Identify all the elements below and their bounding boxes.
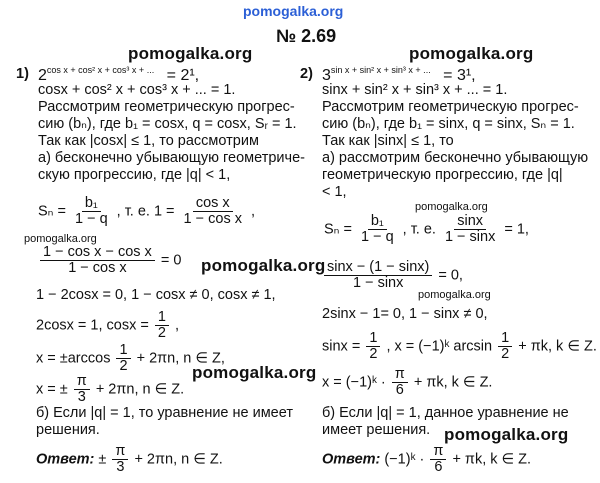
text-line: а) рассмотрим бесконечно убывающую [322, 150, 589, 166]
answer-label: Ответ: [322, 451, 381, 468]
equation: $3^{sin x + sin^2 x + sin^3 x + ...} = 3^1$, [322, 65, 476, 84]
text-line: Так как |sinx| ≤ 1, то [322, 133, 454, 149]
text-line: Рассмотрим геометрическую прогрес- [38, 99, 295, 115]
text-line: 1 − 2cosx = 0, 1 − cosx ≠ 0, cosx ≠ 1, [36, 287, 276, 303]
watermark: pomogalka.org [128, 44, 253, 63]
text-line: 2sinx − 1= 0, 1 − sinx ≠ 0, [322, 306, 488, 322]
base: 2 [38, 67, 47, 84]
text-line: геометрическую прогрессию, где |q| [322, 167, 563, 183]
fraction: $\frac{\text{1 − cos x − cos x}}{\text{1 − cos x}}$ [40, 245, 155, 276]
rhs: = 2¹, [166, 67, 200, 84]
item-label: 2) [300, 66, 313, 82]
text-line: б) Если |q| = 1, то уравнение не имеет [36, 405, 293, 421]
exponent: cos x + cos² x + cos³ x + ... [46, 65, 155, 75]
text-line: имеет решения. [322, 422, 431, 438]
text-line: сию (bₙ), где b₁ = sinx, q = sinx, Sₙ = 1. [322, 116, 575, 132]
text: , т. е. 1 = [116, 203, 175, 220]
item-label: 1) [16, 66, 29, 82]
text-line: sinx + sin² x + sin³ x + ... = 1. [322, 82, 508, 98]
formula-line: 2cosx = 1, cosx = $\frac{1}{2}$ , [36, 309, 180, 341]
text-line: скую прогрессию, где |q| < 1, [38, 167, 231, 183]
formula-sum [38, 196, 255, 227]
watermark: pomogalka.org [418, 289, 491, 301]
text-line: решения. [36, 422, 100, 438]
formula-zero [38, 245, 181, 276]
text-line: сию (bₙ), где b₁ = cosx, q = cosx, Sᵣ = 1. [38, 116, 297, 132]
watermark: pomogalka.org [415, 201, 488, 213]
formula-line: sinx = $\frac{1}{2}$ , x = (−1)ᵏ arcsin $\frac{1}{2}$ + πk, k ∈ Z. [322, 330, 597, 362]
watermark: pomogalka.org [444, 425, 569, 444]
text-line: Так как |cosx| ≤ 1, то рассмотрим [38, 133, 259, 149]
problem-number: № 2.69 [276, 26, 337, 46]
watermark: pomogalka.org [24, 233, 97, 245]
text-line: cosx + cos² x + cos³ x + ... = 1. [38, 82, 236, 98]
text-line: Рассмотрим геометрическую прогрес- [322, 99, 579, 115]
watermark: pomogalka.org [409, 44, 534, 63]
formula-line: x = (−1)ᵏ · $\frac{\pi}{6}$ + πk, k ∈ Z. [322, 366, 493, 398]
equation [38, 62, 199, 84]
watermark: pomogalka.org [192, 363, 317, 382]
answer-label: Ответ: [36, 451, 95, 468]
text-line: < 1, [322, 184, 347, 200]
text: , [251, 203, 256, 220]
watermark-top: pomogalka.org [243, 3, 344, 19]
sn: Sₙ = [38, 203, 66, 220]
watermark: pomogalka.org [201, 256, 326, 275]
answer: Ответ: (−1)ᵏ · $\frac{\pi}{6}$ + πk, k ∈ Z. [322, 443, 532, 475]
formula-sum: Sₙ = $\frac{\text{b₁}}{1 - q}$ , т. е. $\frac{\sin x}{1 - \sin x}$ = 1, [324, 213, 529, 245]
text-line: б) Если |q| = 1, данное уравнение не [322, 405, 569, 421]
formula-zero: $\frac{\sin x - (1 - \sin x)}{1 - \sin x}$ = 0, [322, 260, 463, 291]
text-line: а) бесконечно убывающую геометриче- [38, 150, 305, 166]
fraction: $\frac{\text{b₁}}{1 - q}$ [74, 195, 108, 227]
text: = 0 [160, 252, 182, 269]
formula-line: x = ±arccos $\frac{1}{2}$ + 2πn, n ∈ Z, [36, 342, 225, 374]
fraction: $\frac{\text{cos x}}{\text{1 − cos x}}$ [183, 195, 242, 227]
answer: Ответ: ± $\frac{\pi}{3}$ + 2πn, n ∈ Z. [36, 443, 223, 475]
formula-line: x = ± $\frac{\pi}{3}$ + 2πn, n ∈ Z. [36, 373, 185, 405]
